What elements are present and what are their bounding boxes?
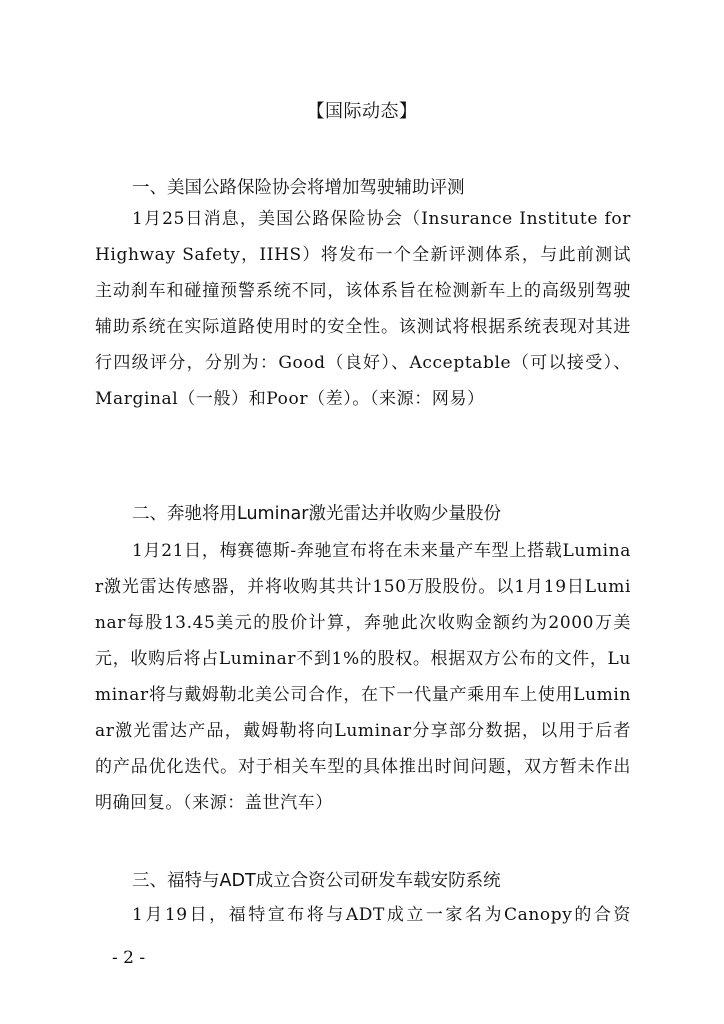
item-1-body: 1月25日消息，美国公路保险协会（Insurance Institute for Highway Safety，IIHS）将发布一个全新评测体系，与此前测试主动刹车和碰撞预警系统不同，该体系旨在检测新车上的高级别驾驶辅助系统在实际道路使用时的安全性。该测试将根据系统表现对其进行四级评分，分别为：Good（良好）、Acceptable（可以接受）、Marginal（一般）和Poor（差）。（来源：网易）: [95, 209, 631, 409]
item-3-body: 1月19日，福特宣布将与ADT成立一家名为Canopy的合资: [132, 905, 631, 925]
section-title: 【国际动态】: [306, 101, 418, 122]
page-number: - 2 -: [112, 948, 146, 968]
item-3-heading: 三、福特与ADT成立合资公司研发车载安防系统: [132, 871, 501, 891]
item-2-heading: 二、奔驰将用Luminar激光雷达并收购少量股份: [132, 504, 501, 524]
item-2-body: 1月21日，梅赛德斯-奔驰宣布将在未来量产车型上搭载Luminar激光雷达传感器，并将收购其共计150万股股份。以1月19日Luminar每股13.45美元的股价计算，奔驰此次收购金额约为2000万美元，收购后将占Luminar不到1%的股权。根据双方公布的文件，Luminar将与戴姆勒北美公司合作，在下一代量产乘用车上使用Luminar激光雷达产品，戴姆勒将向Luminar分享部分数据，以用于后者的产品优化迭代。对于相关车型的具体推出时间问题，双方暂未作出明确回复。（来源：盖世汽车）: [95, 541, 631, 813]
item-1-heading: 一、美国公路保险协会将增加驾驶辅助评测: [132, 178, 465, 198]
